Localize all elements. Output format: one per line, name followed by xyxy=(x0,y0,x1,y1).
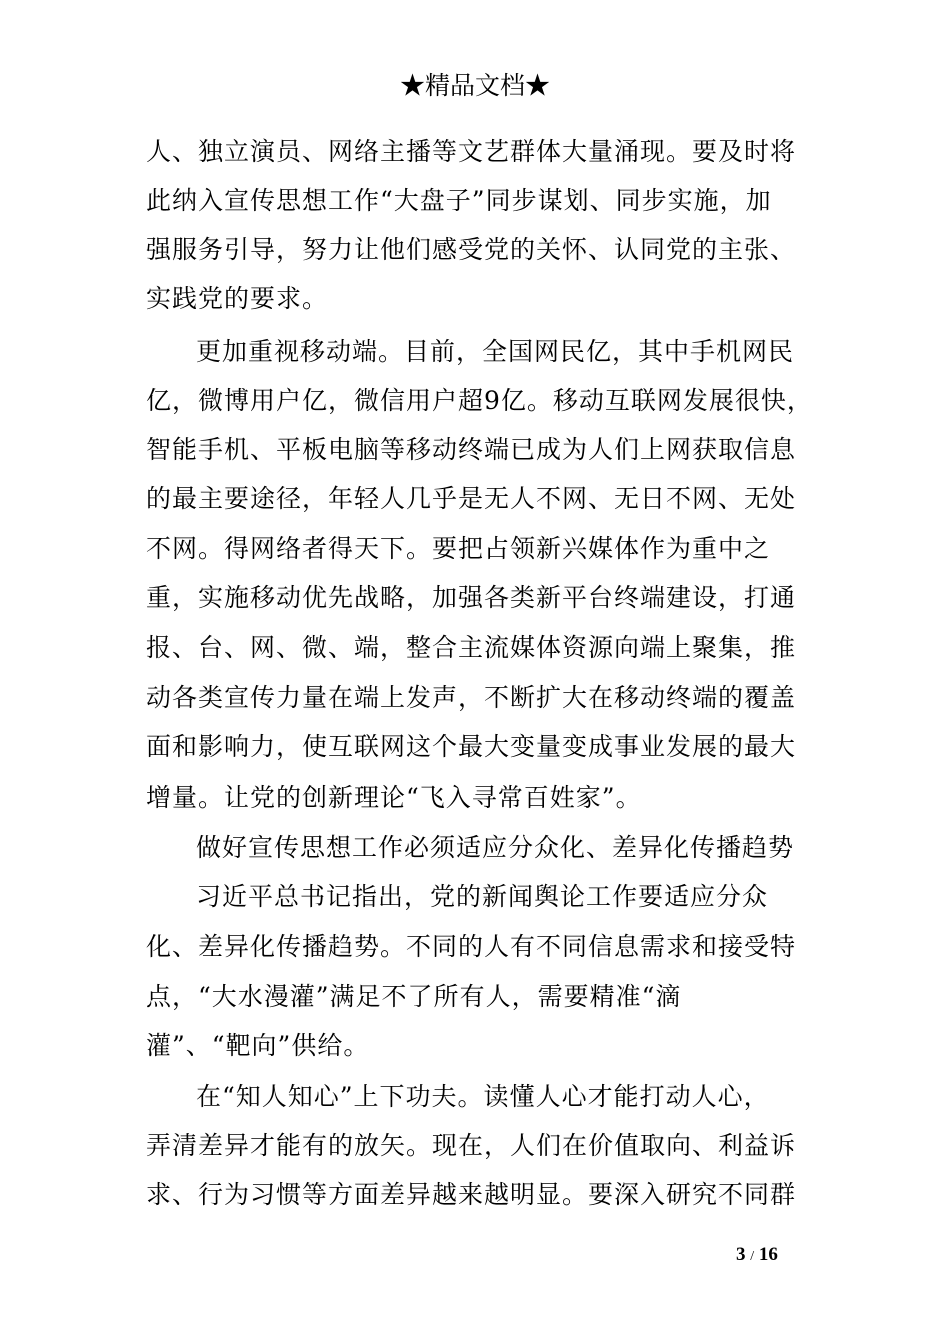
body-text-line: 亿，微博用户亿，微信用户超9亿。移动互联网发展很快， xyxy=(146,386,813,415)
body-text-line: 动各类宣传力量在端上发声，不断扩大在移动终端的覆盖 xyxy=(146,683,797,712)
page-number xyxy=(736,1243,778,1269)
body-text-line: 求、行为习惯等方面差异越来越明显。要深入研究不同群 xyxy=(146,1180,797,1209)
current-page-number: 3 xyxy=(736,1244,746,1265)
body-text-line: 灌”、“靶向”供给。 xyxy=(146,1031,370,1060)
paragraph-first-line: 更加重视移动端。目前，全国网民亿，其中手机网民 xyxy=(196,337,795,366)
body-text-line: 强服务引导，努力让他们感受党的关怀、认同党的主张、 xyxy=(146,235,797,264)
body-text-line: 点，“大水漫灌”满足不了所有人，需要精准“滴 xyxy=(146,982,682,1011)
paragraph-first-line: 在“知人知心”上下功夫。读懂人心才能打动人心， xyxy=(196,1082,770,1111)
total-pages-number: 16 xyxy=(758,1244,778,1265)
body-text-line: 实践党的要求。 xyxy=(146,284,329,313)
body-text-line: 智能手机、平板电脑等移动终端已成为人们上网获取信息 xyxy=(146,435,797,464)
body-text-line: 化、差异化传播趋势。不同的人有不同信息需求和接受特 xyxy=(146,932,797,961)
body-text-line: 报、台、网、微、端，整合主流媒体资源向端上聚集，推 xyxy=(146,633,797,662)
body-text-line: 面和影响力，使互联网这个最大变量变成事业发展的最大 xyxy=(146,732,797,761)
body-text-line: 重，实施移动优先战略，加强各类新平台终端建设，打通 xyxy=(146,583,797,612)
body-text-line: 不网。得网络者得天下。要把占领新兴媒体作为重中之 xyxy=(146,534,771,563)
section-heading: 做好宣传思想工作必须适应分众化、差异化传播趋势 xyxy=(196,833,795,862)
body-text-line: 增量。让党的创新理论“飞入寻常百姓家”。 xyxy=(146,783,642,812)
page-header-title: ★精品文档★ xyxy=(399,71,550,100)
page-separator: / xyxy=(750,1249,755,1264)
body-text-line: 人、独立演员、网络主播等文艺群体大量涌现。要及时将 xyxy=(146,137,797,166)
paragraph-first-line: 习近平总书记指出，党的新闻舆论工作要适应分众 xyxy=(196,882,769,911)
body-text-line: 弄清差异才能有的放矢。现在，人们在价值取向、利益诉 xyxy=(146,1131,797,1160)
body-text-line: 的最主要途径，年轻人几乎是无人不网、无日不网、无处 xyxy=(146,484,797,513)
body-text-line: 此纳入宣传思想工作“大盘子”同步谋划、同步实施，加 xyxy=(146,186,772,215)
